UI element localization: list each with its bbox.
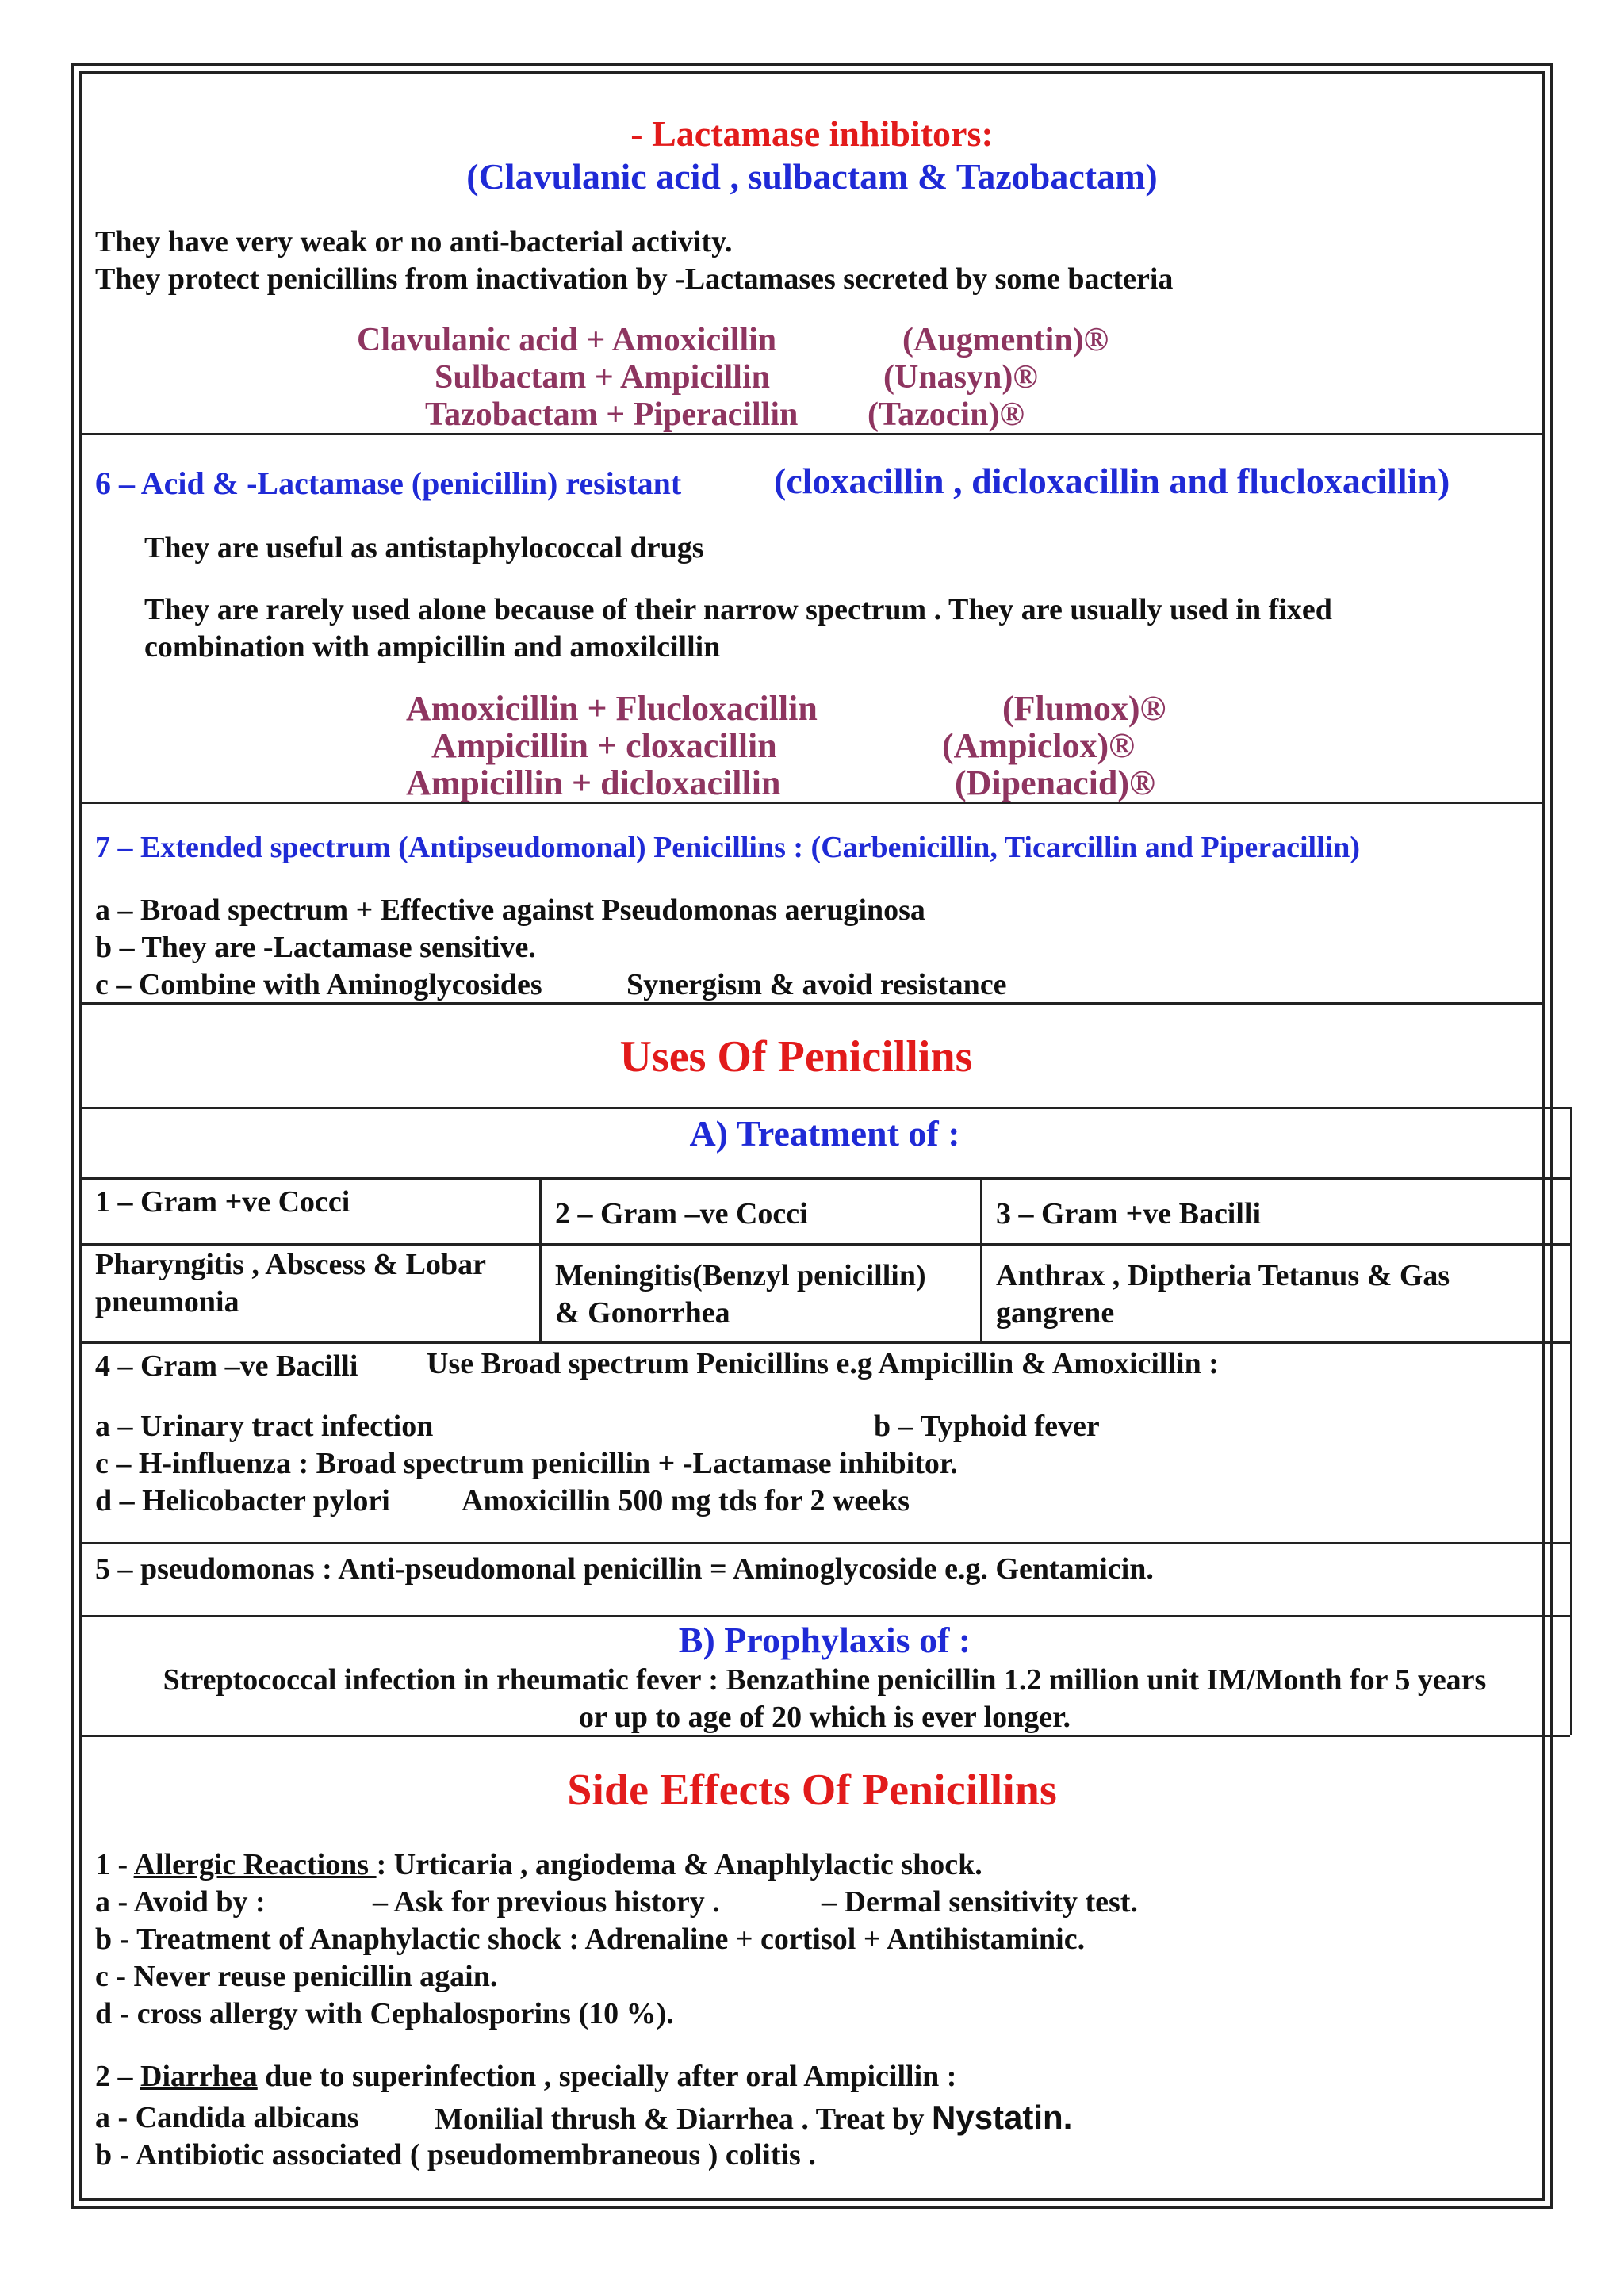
side-effect-item: b - Treatment of Anaphylactic shock : Adrenaline + cortisol + Antihistaminic. xyxy=(95,1923,1086,1956)
treatment-heading: A) Treatment of : xyxy=(689,1113,960,1154)
section7-item: a – Broad spectrum + Effective against Pseudomonas aeruginosa xyxy=(95,894,925,927)
table-cell: Meningitis(Benzyl penicillin) xyxy=(555,1259,926,1292)
table-right-border xyxy=(1570,1107,1572,1735)
use-item: b – Typhoid fever xyxy=(874,1410,1100,1443)
gram-neg-bacilli-label: 4 – Gram –ve Bacilli xyxy=(95,1349,358,1383)
side-effects-title: Side Effects Of Penicillins xyxy=(567,1766,1057,1815)
brand-name: (Augmentin)® xyxy=(902,322,1109,358)
table-cell: pneumonia xyxy=(95,1285,239,1318)
use-item: d – Helicobacter pylori xyxy=(95,1484,390,1517)
table-cell: Pharyngitis , Abscess & Lobar xyxy=(95,1248,486,1281)
table-cell: & Gonorrhea xyxy=(555,1296,730,1330)
table-column-divider xyxy=(539,1177,542,1341)
divider xyxy=(79,1243,1570,1246)
pseudomonas-line: 5 – pseudomonas : Anti-pseudomonal penicillin = Aminoglycoside e.g. Gentamicin. xyxy=(95,1552,1154,1586)
combo-name: Sulbactam + Ampicillin xyxy=(435,359,770,396)
side-effect-item: – Dermal sensitivity test. xyxy=(822,1885,1138,1919)
combo-name: Ampicillin + dicloxacillin xyxy=(406,763,781,802)
brand-name: (Flumox)® xyxy=(1002,689,1166,728)
divider xyxy=(79,1177,1570,1180)
diarrhea-text: due to superinfection , specially after oral Ampicillin : xyxy=(257,2060,957,2093)
inhibitors-line: They have very weak or no anti-bacterial activity. xyxy=(95,225,733,258)
allergy-number: 1 - xyxy=(95,1848,134,1881)
use-item: a – Urinary tract infection xyxy=(95,1410,434,1443)
inhibitors-line: They protect penicillins from inactivation by -Lactamases secreted by some bacteria xyxy=(95,262,1174,296)
table-column-divider xyxy=(980,1177,982,1341)
combo-name: Clavulanic acid + Amoxicillin xyxy=(357,322,777,358)
use-item: c – H-influenza : Broad spectrum penicillin + -Lactamase inhibitor. xyxy=(95,1447,958,1480)
diarrhea-number: 2 – xyxy=(95,2060,140,2093)
side-effect-item: a - Candida albicans xyxy=(95,2101,359,2134)
use-item: Amoxicillin 500 mg tds for 2 weeks xyxy=(462,1484,910,1517)
nystatin-text: Nystatin. xyxy=(932,2099,1073,2136)
section6-line: They are useful as antistaphylococcal drugs xyxy=(144,531,704,564)
combo-name: Amoxicillin + Flucloxacillin xyxy=(406,689,818,728)
section6-heading: 6 – Acid & -Lactamase (penicillin) resistant xyxy=(95,465,682,501)
table-cell: Anthrax , Diptheria Tetanus & Gas xyxy=(996,1259,1450,1292)
section7-item: b – They are -Lactamase sensitive. xyxy=(95,931,536,964)
diarrhea-label: Diarrhea xyxy=(140,2060,258,2093)
section7-item: Synergism & avoid resistance xyxy=(626,968,1007,1001)
table-header-cell: 2 – Gram –ve Cocci xyxy=(555,1197,808,1230)
table-header-cell: 1 – Gram +ve Cocci xyxy=(95,1185,350,1219)
divider xyxy=(79,802,1545,804)
divider xyxy=(79,1107,1570,1109)
combo-name: Tazobactam + Piperacillin xyxy=(425,396,799,433)
brand-name: (Unasyn)® xyxy=(883,359,1038,396)
diarrhea-line xyxy=(95,2058,956,2095)
section7-heading: 7 – Extended spectrum (Antipseudomonal) Penicillins : (Carbenicillin, Ticarcillin and Piperacillin) xyxy=(95,831,1361,864)
side-effect-item: c - Never reuse penicillin again. xyxy=(95,1960,498,1993)
gram-neg-bacilli-note: Use Broad spectrum Penicillins e.g Ampicillin & Amoxicillin : xyxy=(427,1347,1219,1380)
divider xyxy=(79,433,1545,435)
divider xyxy=(79,1542,1570,1544)
section6-line: combination with ampicillin and amoxilcillin xyxy=(144,630,721,664)
side-effect-item: – Ask for previous history . xyxy=(373,1885,720,1919)
prophylaxis-line: or up to age of 20 which is ever longer. xyxy=(579,1701,1071,1734)
allergy-line xyxy=(95,1846,982,1883)
divider xyxy=(79,1341,1570,1344)
side-effect-item: a - Avoid by : xyxy=(95,1885,266,1919)
side-effect-item: b - Antibiotic associated ( pseudomembraneous ) colitis . xyxy=(95,2138,816,2172)
inhibitors-subheading: (Clavulanic acid , sulbactam & Tazobactam) xyxy=(466,156,1158,197)
combo-name: Ampicillin + cloxacillin xyxy=(431,726,777,765)
side-effect-item xyxy=(435,2099,1072,2137)
brand-name: (Tazocin)® xyxy=(868,396,1025,433)
prophylaxis-heading: B) Prophylaxis of : xyxy=(678,1620,971,1660)
section6-drugs: (cloxacillin , dicloxacillin and flucloxacillin) xyxy=(774,461,1450,501)
brand-name: (Dipenacid)® xyxy=(955,763,1155,802)
prophylaxis-line: Streptococcal infection in rheumatic fever : Benzathine penicillin 1.2 million unit IM/Month for 5 years xyxy=(163,1663,1487,1697)
inhibitors-heading: - Lactamase inhibitors: xyxy=(630,113,994,154)
allergy-label: Allergic Reactions xyxy=(133,1848,377,1881)
section6-line: They are rarely used alone because of their narrow spectrum . They are usually used in fixed xyxy=(144,593,1332,626)
table-header-cell: 3 – Gram +ve Bacilli xyxy=(996,1197,1262,1230)
side-effect-item: d - cross allergy with Cephalosporins (10 %). xyxy=(95,1997,674,2030)
divider xyxy=(79,1615,1570,1617)
thrush-text: Monilial thrush & Diarrhea . Treat by xyxy=(435,2103,932,2136)
table-cell: gangrene xyxy=(996,1296,1115,1330)
allergy-text: : Urticaria , angiodema & Anaphlylactic shock. xyxy=(376,1848,982,1881)
section7-item: c – Combine with Aminoglycosides xyxy=(95,968,542,1001)
uses-title: Uses Of Penicillins xyxy=(619,1032,973,1081)
brand-name: (Ampiclox)® xyxy=(942,726,1136,765)
